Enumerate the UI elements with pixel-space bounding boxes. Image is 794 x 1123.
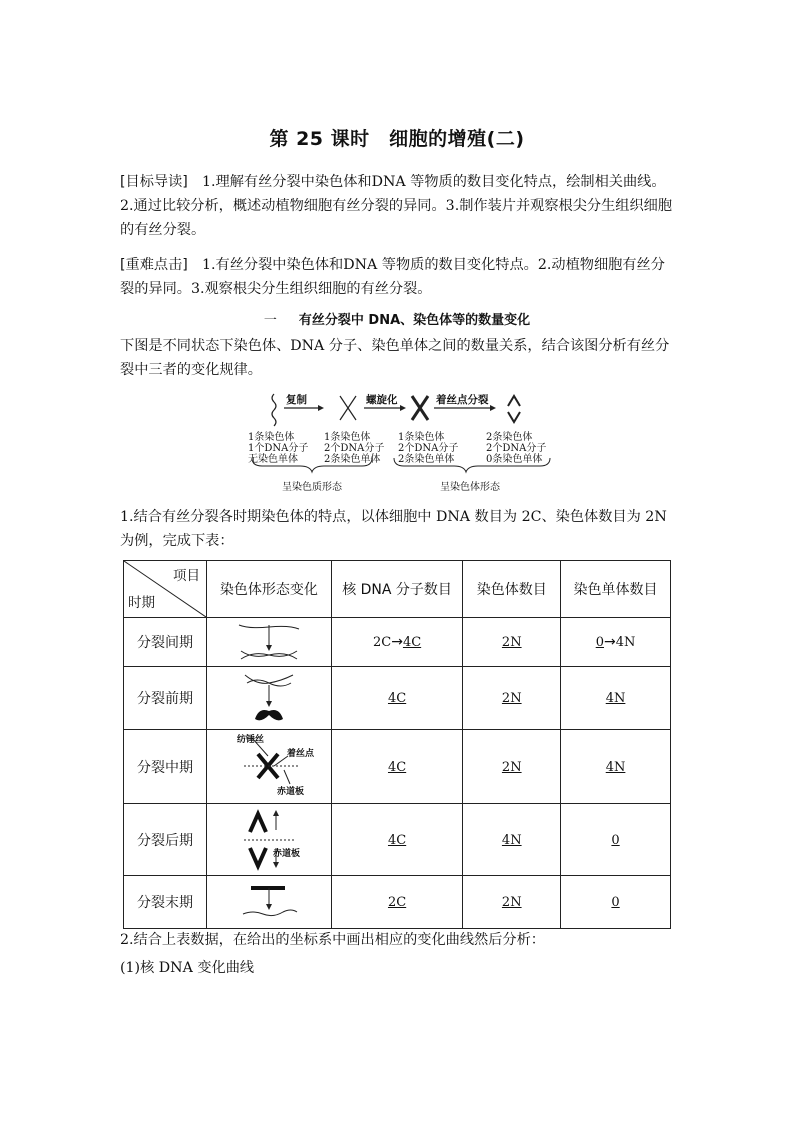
state-2	[324, 432, 384, 465]
dna-value: 4C	[402, 635, 422, 650]
dna-cell	[331, 804, 463, 876]
morphology-cell	[207, 667, 332, 730]
metaphase-chromosome-icon	[214, 732, 324, 802]
section-heading	[0, 309, 794, 328]
state-3-line: 1条染色体	[398, 432, 445, 443]
chromosome-cell	[463, 876, 561, 929]
dna-value: 2C	[387, 895, 407, 910]
chromatid-cell	[561, 730, 671, 804]
chromosome-cell	[463, 667, 561, 730]
question-2-1: (1)核 DNA 变化曲线	[120, 960, 255, 976]
chromatid-value: 4N	[615, 635, 636, 650]
centromere-label: 着丝点	[287, 749, 315, 759]
prophase-chromosome-icon	[219, 669, 319, 727]
chromatid-value: 0	[595, 635, 604, 650]
page-title: 第 25 课时 细胞的增殖(二)	[269, 128, 525, 150]
chromosome-value: 2N	[501, 691, 522, 706]
state-4	[486, 432, 546, 465]
state-3-line: 2个DNA分子	[398, 443, 459, 454]
chromatin-icon	[272, 394, 276, 426]
phase-cell: 分裂后期	[124, 804, 207, 876]
dna-value: 4C	[387, 759, 407, 775]
state-1-line: 1条染色体	[248, 432, 295, 443]
key-points-text: 1.有丝分裂中染色体和DNA 等物质的数目变化特点。2.动植物细胞有丝分裂的异同。3.观察根尖分生组织细胞的有丝分裂。	[120, 257, 665, 297]
state-2-line: 2个DNA分子	[324, 443, 385, 454]
action-replicate: 复制	[286, 394, 307, 406]
morphology-cell	[207, 804, 332, 876]
table-row	[124, 667, 671, 730]
chromatid-cell	[561, 618, 671, 667]
chromosome-cell	[463, 730, 561, 804]
section-title: 有丝分裂中 DNA、染色体等的数量变化	[298, 313, 531, 328]
chromatid-value: 0	[611, 895, 620, 910]
state-4-line: 0条染色单体	[486, 454, 543, 465]
dna-cell	[331, 618, 463, 667]
question-2: 2.结合上表数据，在给出的坐标系中画出相应的变化曲线然后分析：	[120, 932, 545, 948]
morphology-cell	[207, 618, 332, 667]
table-row	[124, 618, 671, 667]
goals-paragraph	[120, 170, 676, 242]
state-1	[248, 432, 308, 465]
section-number: 一	[263, 313, 277, 328]
state-2-line: 2条染色单体	[324, 454, 381, 465]
phase-table	[123, 560, 671, 929]
header-morphology: 染色体形态变化	[207, 561, 332, 618]
goals-tag: [目标导读]	[120, 174, 188, 190]
group-chromosome-label: 呈染色体形态	[440, 482, 500, 493]
intro-paragraph: 下图是不同状态下染色体、DNA 分子、染色单体之间的数量关系，结合该图分析有丝分裂中三者的变化规律。	[120, 338, 670, 378]
header-dna: 核 DNA 分子数目	[331, 561, 463, 618]
table-row	[124, 876, 671, 929]
chromosome-value: 2N	[501, 635, 522, 650]
table-header-row	[124, 561, 671, 618]
table-row	[124, 730, 671, 804]
header-chromatid: 染色单体数目	[561, 561, 671, 618]
telophase-chromatin-icon	[219, 880, 319, 924]
chromatid-cell	[561, 804, 671, 876]
change-arrow: →	[391, 634, 403, 650]
phase-cell: 分裂间期	[124, 618, 207, 667]
anaphase-chromosome-icon	[214, 806, 324, 874]
chromatid-cell	[561, 876, 671, 929]
chromatid-value: 4N	[605, 691, 626, 706]
state-3-line: 2条染色单体	[398, 454, 455, 465]
phase-cell: 分裂中期	[124, 730, 207, 804]
state-2-line: 1条染色体	[324, 432, 371, 443]
goals-text: 1.理解有丝分裂中染色体和DNA 等物质的数目变化特点，绘制相关曲线。2.通过比较分析，概述动植物细胞有丝分裂的异同。3.制作装片并观察根尖分生组织细胞的有丝分裂。	[120, 174, 673, 238]
chromosome-x-icon	[412, 396, 428, 420]
separated-chromosome-icon	[508, 396, 520, 406]
dna-cell	[331, 667, 463, 730]
header-chromosome: 染色体数目	[463, 561, 561, 618]
corner-header	[124, 561, 207, 618]
dna-cell	[331, 730, 463, 804]
morphology-cell	[207, 730, 332, 804]
key-points-paragraph	[120, 253, 676, 301]
action-centromere-split: 着丝点分裂	[436, 394, 489, 406]
corner-bottom-label: 时期	[128, 595, 155, 611]
phase-cell: 分裂末期	[124, 876, 207, 929]
chromosome-state-figure	[244, 390, 564, 500]
chromosome-value: 2N	[501, 759, 522, 775]
state-1-line: 1个DNA分子	[248, 443, 309, 454]
group-chromatin-label: 呈染色质形态	[282, 482, 342, 493]
chromosome-value: 4N	[501, 832, 522, 848]
chromosome-cell	[463, 618, 561, 667]
action-condense: 螺旋化	[366, 394, 398, 406]
spindle-label: 纺锤丝	[237, 735, 265, 745]
key-points-tag: [重难点击]	[120, 257, 188, 273]
dna-cell	[331, 876, 463, 929]
corner-top-label: 项目	[173, 568, 200, 584]
chromatid-cell	[561, 667, 671, 730]
morphology-cell	[207, 876, 332, 929]
question-1: 1.结合有丝分裂各时期染色体的特点，以体细胞中 DNA 数目为 2C、染色体数目为 2N 为例，完成下表：	[120, 509, 667, 549]
equatorial-plate-label: 赤道板	[273, 849, 301, 859]
phase-cell: 分裂前期	[124, 667, 207, 730]
equatorial-plate-label: 赤道板	[277, 787, 305, 797]
chromatid-value: 4N	[605, 759, 626, 775]
dna-value: 4C	[387, 832, 407, 848]
state-4-line: 2条染色体	[486, 432, 533, 443]
table-row	[124, 804, 671, 876]
chromosome-value: 2N	[501, 895, 522, 910]
interphase-chromatin-icon	[219, 619, 319, 665]
dna-value: 2C	[372, 635, 392, 650]
chromatid-value: 0	[611, 832, 620, 848]
chromosome-cell	[463, 804, 561, 876]
state-4-line: 2个DNA分子	[486, 443, 547, 454]
state-3	[398, 432, 458, 465]
dna-value: 4C	[387, 691, 407, 706]
change-arrow: →	[604, 634, 616, 650]
state-1-line: 无染色单体	[248, 454, 298, 465]
